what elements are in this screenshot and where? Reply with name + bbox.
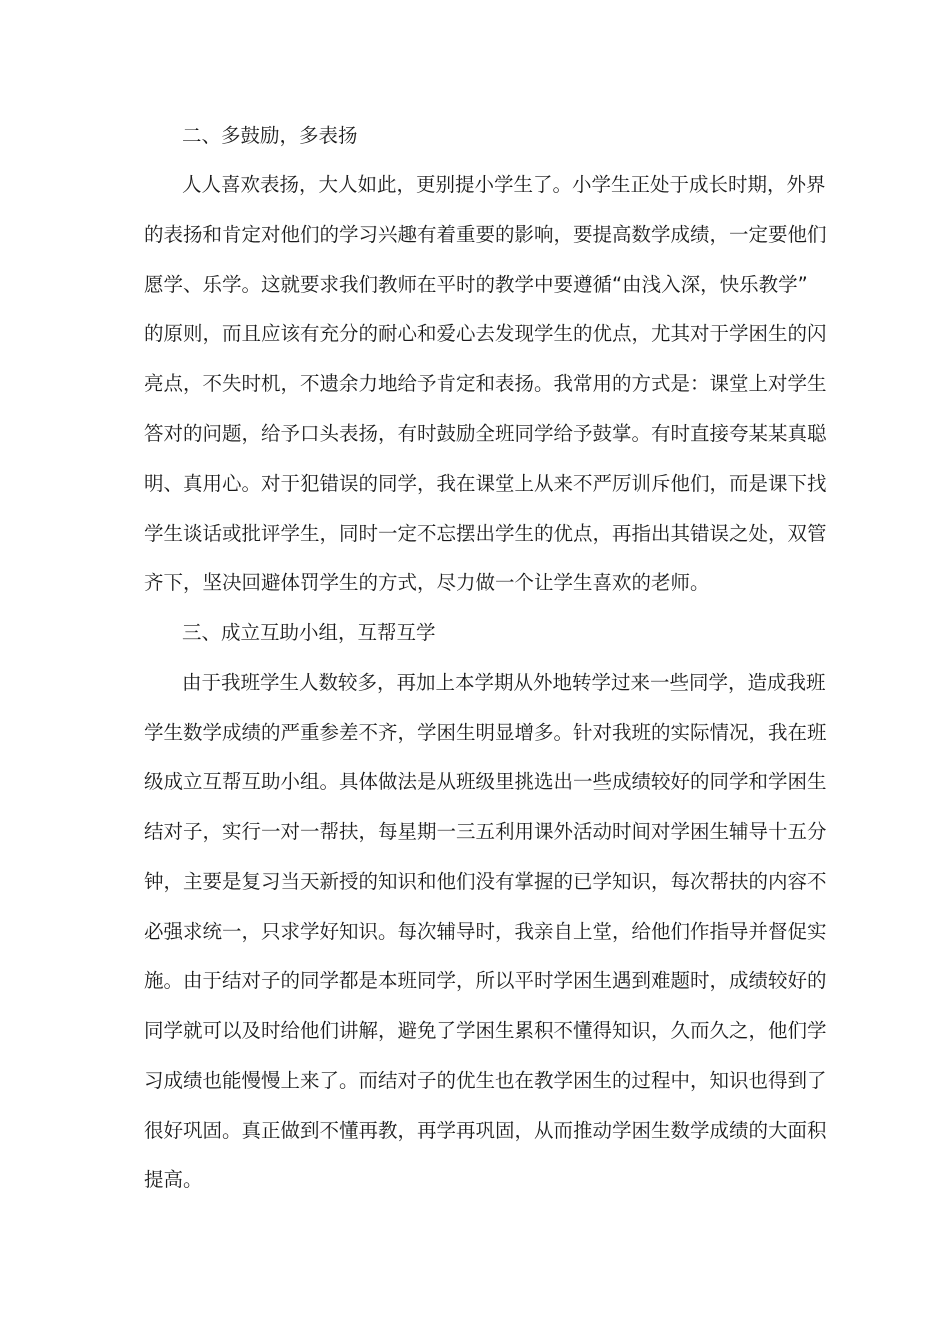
paragraph-line: 人人喜欢表扬，大人如此，更别提小学生了。小学生正处于成长时期，外界 [182,173,826,196]
paragraph-line: 级成立互帮互助小组。具体做法是从班级里挑选出一些成绩较好的同学和学困生 [144,770,827,793]
paragraph-line: 学生谈话或批评学生，同时一定不忘摆出学生的优点，再指出其错误之处，双管 [144,522,827,545]
paragraph-line: 习成绩也能慢慢上来了。而结对子的优生也在教学困生的过程中，知识也得到了 [144,1069,827,1092]
paragraph-line: 明、真用心。对于犯错误的同学，我在课堂上从来不严厉训斥他们，而是课下找 [144,472,827,495]
paragraph-line: 提高。 [144,1168,203,1191]
paragraph-line: 学生数学成绩的严重参差不齐，学困生明显增多。针对我班的实际情况，我在班 [144,721,827,744]
paragraph-line: 施。由于结对子的同学都是本班同学，所以平时学困生遇到难题时，成绩较好的 [144,969,827,992]
paragraph-line: 必强求统一，只求学好知识。每次辅导时，我亲自上堂，给他们作指导并督促实 [144,920,827,943]
paragraph-line: 答对的问题，给予口头表扬，有时鼓励全班同学给予鼓掌。有时直接夸某某真聪 [144,422,827,445]
paragraph-line: 齐下，坚决回避体罚学生的方式，尽力做一个让学生喜欢的老师。 [144,571,710,594]
paragraph-line: 愿学、乐学。这就要求我们教师在平时的教学中要遵循“由浅入深，快乐教学” [144,273,808,296]
paragraph-line: 很好巩固。真正做到不懂再教，再学再巩固，从而推动学困生数学成绩的大面积 [144,1119,827,1142]
paragraph-line: 由于我班学生人数较多，再加上本学期从外地转学过来一些同学，造成我班 [182,671,826,694]
section-heading-encourage: 二、多鼓励，多表扬 [182,124,358,147]
paragraph-line: 亮点，不失时机，不遗余力地给予肯定和表扬。我常用的方式是：课堂上对学生 [144,372,827,395]
paragraph-line: 钟，主要是复习当天新授的知识和他们没有掌握的已学知识，每次帮扶的内容不 [144,870,827,893]
section-heading-mutual-aid: 三、成立互助小组，互帮互学 [182,621,436,644]
paragraph-line: 结对子，实行一对一帮扶，每星期一三五利用课外活动时间对学困生辅导十五分 [144,820,827,843]
paragraph-line: 同学就可以及时给他们讲解，避免了学困生累积不懂得知识，久而久之，他们学 [144,1019,827,1042]
paragraph-line: 的表扬和肯定对他们的学习兴趣有着重要的影响，要提高数学成绩，一定要他们 [144,223,827,246]
paragraph-line: 的原则，而且应该有充分的耐心和爱心去发现学生的优点，尤其对于学困生的闪 [144,322,827,345]
